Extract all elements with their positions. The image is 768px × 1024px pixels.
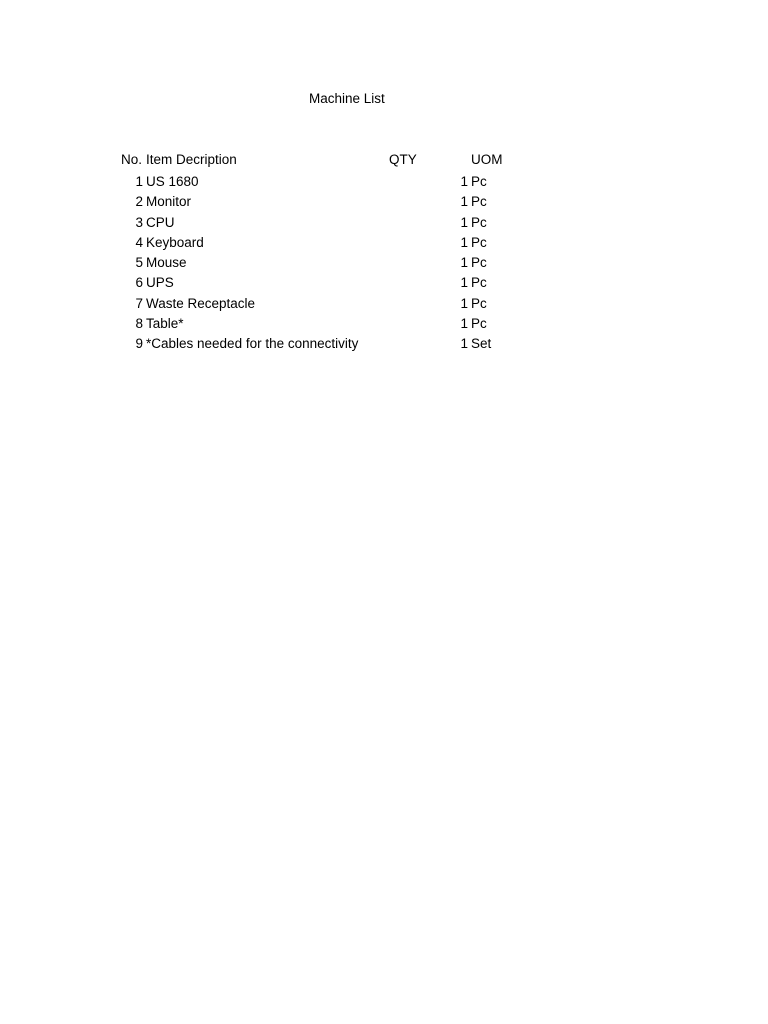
- item-number: 7: [135, 295, 143, 311]
- table-row: [0, 214, 768, 234]
- table-row: [0, 254, 768, 274]
- item-number: 6: [135, 275, 143, 291]
- item-uom: Pc: [471, 295, 487, 311]
- table-row: [0, 234, 768, 254]
- item-number: 9: [135, 336, 143, 352]
- table-row: [0, 274, 768, 294]
- item-description: Waste Receptacle: [146, 295, 256, 311]
- table-row: [0, 193, 768, 213]
- table-row: [0, 315, 768, 335]
- item-uom: Pc: [471, 275, 487, 291]
- item-description: CPU: [146, 214, 175, 230]
- item-uom: Pc: [471, 316, 487, 332]
- page-title: Machine List: [309, 91, 385, 106]
- item-qty: 1: [460, 316, 468, 332]
- item-qty: 1: [460, 194, 468, 210]
- item-description: *Cables needed for the connectivity: [146, 336, 359, 352]
- table-row: [0, 295, 768, 315]
- item-number: 5: [135, 255, 143, 271]
- item-description: Monitor: [146, 194, 192, 210]
- item-uom: Pc: [471, 234, 487, 250]
- item-uom: Pc: [471, 174, 487, 189]
- item-uom: Pc: [471, 214, 487, 230]
- item-number: 1: [135, 174, 143, 189]
- item-table: [0, 173, 768, 356]
- item-qty: 1: [460, 234, 468, 250]
- item-description: Mouse: [146, 255, 187, 271]
- item-number: 4: [135, 234, 143, 250]
- table-row: [0, 173, 768, 193]
- item-qty: 1: [460, 275, 468, 291]
- item-uom: Set: [471, 336, 492, 352]
- item-description: UPS: [146, 275, 174, 291]
- column-header-uom: UOM: [471, 152, 503, 167]
- item-description: US 1680: [146, 174, 199, 189]
- item-uom: Pc: [471, 194, 487, 210]
- table-row: [0, 335, 768, 355]
- item-qty: 1: [460, 214, 468, 230]
- item-qty: 1: [460, 336, 468, 352]
- item-description: Table*: [146, 316, 184, 332]
- item-number: 2: [135, 194, 143, 210]
- item-description: Keyboard: [146, 234, 204, 250]
- column-header-qty: QTY: [389, 152, 417, 167]
- item-uom: Pc: [471, 255, 487, 271]
- column-header-no: No.: [121, 152, 143, 167]
- item-number: 3: [135, 214, 143, 230]
- column-header-description: Item Decription: [146, 152, 237, 167]
- item-qty: 1: [460, 295, 468, 311]
- item-qty: 1: [460, 255, 468, 271]
- item-number: 8: [135, 316, 143, 332]
- item-qty: 1: [460, 174, 468, 189]
